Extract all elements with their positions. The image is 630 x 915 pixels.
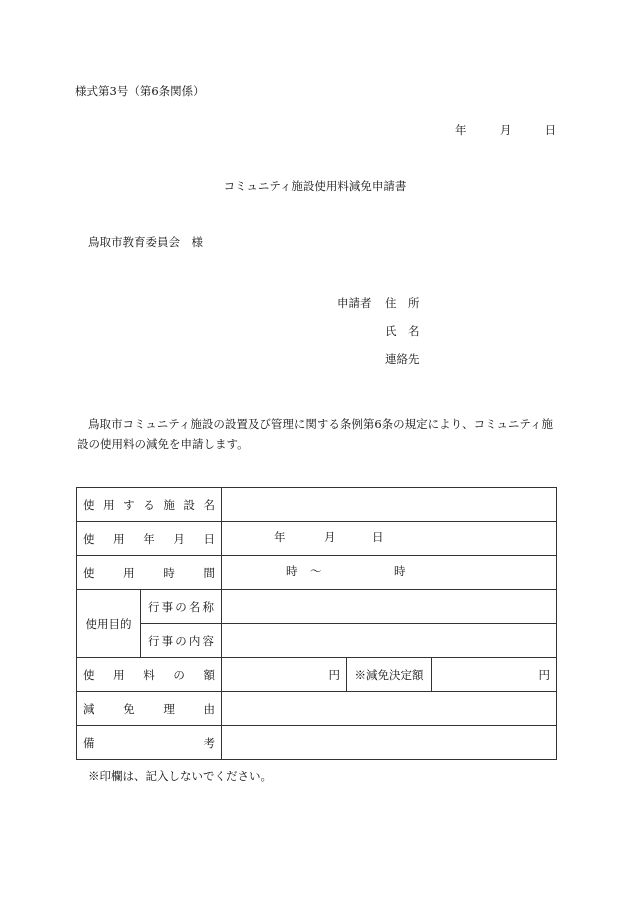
date-month-label: 月 bbox=[499, 123, 512, 137]
usage-fee-label-text bbox=[83, 667, 215, 683]
label-char: 施 bbox=[163, 497, 175, 512]
reduction-reason-label-text bbox=[83, 701, 215, 717]
label-char: す bbox=[123, 497, 135, 512]
label-char: 用 bbox=[123, 565, 135, 580]
facility-name-label-text bbox=[83, 497, 215, 513]
reduction-amount-unit: 円 bbox=[538, 667, 551, 682]
time-separator: ～ bbox=[310, 564, 322, 578]
label-char: 料 bbox=[143, 667, 155, 682]
event-content-row bbox=[77, 624, 557, 658]
label-char: 行 bbox=[148, 633, 160, 648]
usage-time-label-text bbox=[83, 565, 215, 581]
label-char: 名 bbox=[203, 497, 215, 512]
remarks-label bbox=[77, 726, 222, 760]
label-char: 間 bbox=[203, 565, 215, 580]
label-char: 使 bbox=[83, 565, 95, 580]
facility-name-field[interactable] bbox=[222, 488, 557, 522]
label-char: 由 bbox=[203, 701, 215, 716]
event-name-field[interactable] bbox=[222, 590, 557, 624]
application-form-table bbox=[76, 487, 557, 760]
address-label: 住 所 bbox=[385, 296, 420, 310]
event-content-label bbox=[141, 624, 222, 658]
contact-label: 連絡先 bbox=[385, 352, 420, 366]
usage-day-label: 日 bbox=[372, 530, 384, 544]
event-content-label-text bbox=[148, 633, 214, 649]
label-char: 免 bbox=[123, 701, 135, 716]
usage-time-label bbox=[77, 556, 222, 590]
label-char: 容 bbox=[202, 633, 214, 648]
label-char: 用 bbox=[113, 531, 125, 546]
label-char: 設 bbox=[183, 497, 195, 512]
remarks-label-text bbox=[83, 735, 215, 751]
reduction-amount-field[interactable] bbox=[432, 658, 557, 692]
label-char: 称 bbox=[202, 599, 214, 614]
label-char: の bbox=[175, 633, 187, 648]
name-label: 氏 名 bbox=[385, 324, 420, 338]
date-year-label: 年 bbox=[455, 123, 467, 137]
label-char: 年 bbox=[143, 531, 155, 546]
label-char: の bbox=[173, 667, 185, 682]
reduction-amount-label: ※減免決定額 bbox=[347, 658, 432, 692]
request-statement: 鳥取市コミュニティ施設の設置及び管理に関する条例第6条の規定により、コミュニティ施設の使用料の減免を申請します。 bbox=[77, 417, 554, 451]
label-char: 用 bbox=[113, 667, 125, 682]
usage-fee-unit: 円 bbox=[328, 667, 340, 682]
addressee: 鳥取市教育委員会 様 bbox=[88, 235, 203, 249]
label-char: 行 bbox=[148, 599, 160, 614]
purpose-label: 使用目的 bbox=[77, 590, 141, 658]
usage-date-label bbox=[77, 522, 222, 556]
reason-row bbox=[77, 692, 557, 726]
label-char: 減 bbox=[83, 701, 95, 716]
usage-month-label: 月 bbox=[324, 530, 336, 544]
usage-fee-label bbox=[77, 658, 222, 692]
event-content-field[interactable] bbox=[222, 624, 557, 658]
label-char: 用 bbox=[103, 497, 115, 512]
label-char: 理 bbox=[163, 701, 175, 716]
date-row bbox=[77, 522, 557, 556]
application-date bbox=[455, 125, 556, 137]
label-char: 使 bbox=[83, 531, 95, 546]
label-char: 月 bbox=[173, 531, 185, 546]
label-char: 事 bbox=[161, 599, 174, 614]
label-char: 名 bbox=[188, 599, 201, 614]
label-char: 事 bbox=[161, 633, 174, 648]
remarks-field[interactable] bbox=[222, 726, 557, 760]
label-char: 使 bbox=[83, 497, 95, 512]
usage-fee-field[interactable] bbox=[222, 658, 347, 692]
label-char: 日 bbox=[203, 531, 215, 546]
form-number: 様式第3号（第6条関係） bbox=[75, 84, 205, 98]
label-char: 使 bbox=[83, 667, 95, 682]
time-row bbox=[77, 556, 557, 590]
label-char: 内 bbox=[188, 633, 201, 648]
label-char: 備 bbox=[83, 735, 95, 750]
label-char: 時 bbox=[163, 565, 175, 580]
usage-date-field[interactable] bbox=[222, 522, 557, 556]
date-day-label: 日 bbox=[544, 123, 557, 137]
label-char: の bbox=[175, 599, 187, 614]
usage-year-label: 年 bbox=[274, 530, 286, 544]
facility-row bbox=[77, 488, 557, 522]
event-name-label bbox=[141, 590, 222, 624]
usage-time-field[interactable] bbox=[222, 556, 557, 590]
applicant-label: 申請者 bbox=[337, 296, 372, 310]
usage-date-label-text bbox=[83, 531, 215, 547]
label-char: 考 bbox=[203, 735, 215, 750]
fee-row bbox=[77, 658, 557, 692]
reduction-reason-field[interactable] bbox=[222, 692, 557, 726]
event-name-row bbox=[77, 590, 557, 624]
remarks-row bbox=[77, 726, 557, 760]
facility-name-label bbox=[77, 488, 222, 522]
document-title: コミュニティ施設使用料減免申請書 bbox=[223, 179, 407, 193]
event-name-label-text bbox=[148, 599, 214, 615]
reduction-reason-label bbox=[77, 692, 222, 726]
time-from-label: 時 bbox=[286, 564, 298, 578]
time-to-label: 時 bbox=[394, 564, 406, 578]
footnote: ※印欄は、記入しないでください。 bbox=[88, 769, 272, 783]
label-char: 額 bbox=[203, 667, 215, 682]
label-char: る bbox=[143, 497, 155, 512]
